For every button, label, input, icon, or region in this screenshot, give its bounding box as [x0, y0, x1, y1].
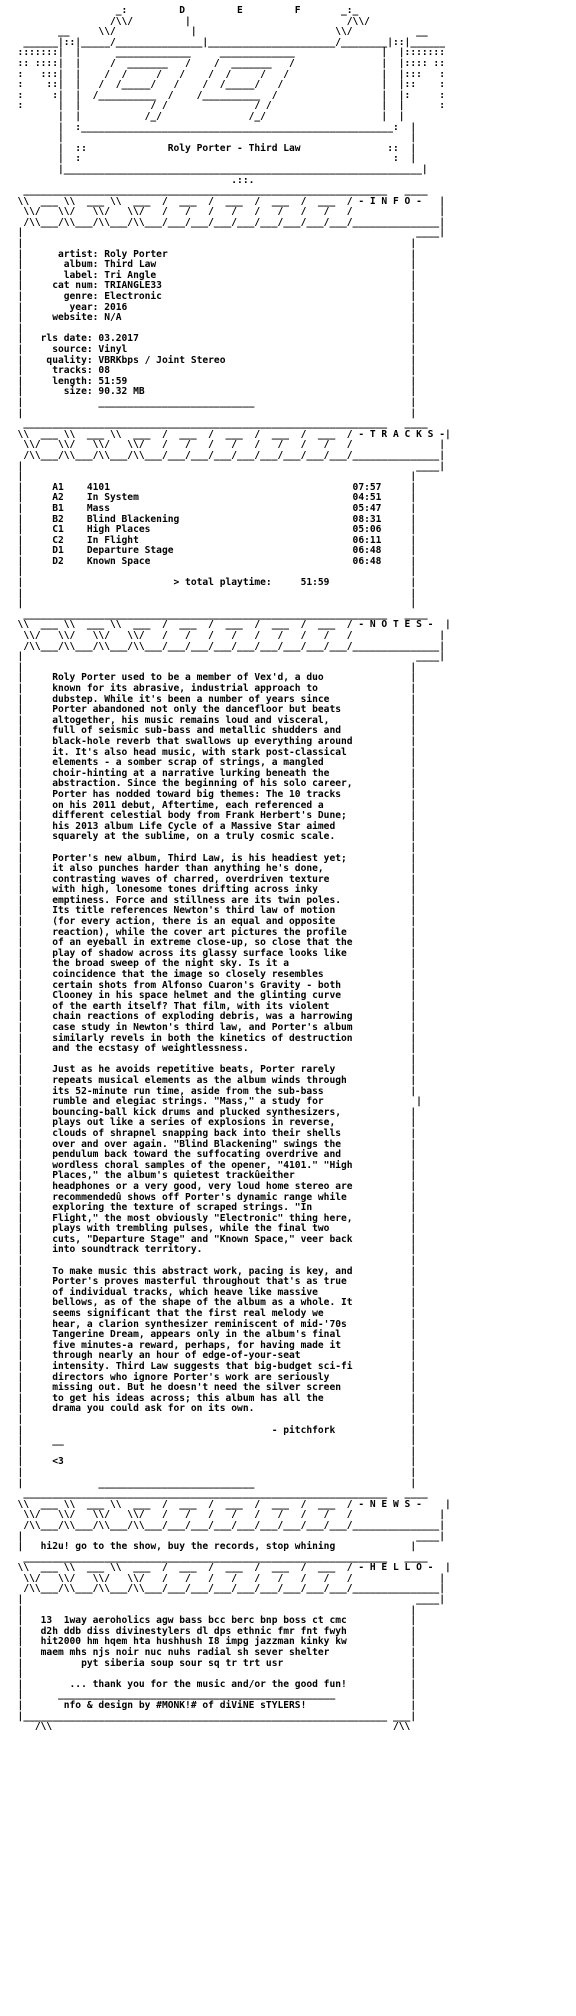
nfo-text: _: D E F _:_ /\\/ | /\\/ __ \\/ | \\/ __ ______|::|_____/_______________|______________________/________|::|______ :::::::| | _____________ _____________ | |::::::: :: ::::| | / _______ / / _______ / | |:::: :: : :::| | / / / / / / / / | |::: : : ::| | / /_____/ / / /_____/ / | |:: : : :| | /__________ / /__________ / | |: : : | | / / / / | | : | | /_/ /_/ | | | :______________________________________________________: | | | | :: Roly Porter - Third Law :: | | : : | |______________________________________________________________| .::. _______________________________________________________________ ____ \\ ___ \\ ___ \\ ___ / ___ / ___ / ___ / ___ / - I N F O - | \\/ \\/ \\/ \\/ / / / / / / / / / | /\\___/\\___/\\___/\\___/___/___/___/___/___/___/___/___/_______________| | ____| | | | artist: Roly Porter | | album: Third Law | | label: Tri Angle | | cat num: TRIANGLE33 | | genre: Electronic | | year: 2016 | | website: N/A | | | | rls date: 03.2017 | | source: Vinyl | | quality: VBRKbps / Joint Stereo | | tracks: 08 | | length: 51:59 | | size: 90.32 MB | | ___________________________ | | | _______________________________________________________________ ____ \\ ___ \\ ___ \\ ___ / ___ / ___ / ___ / ___ / - T R A C K S -| \\/ \\/ \\/ \\/ / / / / / / / / / | /\\___/\\___/\\___/\\___/___/___/___/___/___/___/___/___/_______________| | ____| | | | A1 4101 07:57 | | A2 In System 04:51 | | B1 Mass 05:47 | | B2 Blind Blackening 08:31 | | C1 High Places 05:06 | | C2 In Flight 06:11 | | D1 Departure Stage 06:48 | | D2 Known Space 06:48 | | | | > total playtime: 51:59 | | | | | _______________________________________________________________ ____ \\ ___ \\ ___ \\ ___ / ___ / ___ / ___ / ___ / - N O T E S - | \\/ \\/ \\/ \\/ / / / / / / / / / | /\\___/\\___/\\___/\\___/___/___/___/___/___/___/___/___/_______________| | ____| | | | Roly Porter used to be a member of Vex'd, a duo | | known for its abrasive, industrial approach to | | dubstep. While it's been a number of years since | | Porter abandoned not only the dancefloor but beats | | altogether, his music remains loud and visceral, | | full of seismic sub-bass and metallic shudders and | | black-hole reverb that swallows up everything around | | it. It's also head music, with stark post-classical | | elements - a somber scrap of strings, a mangled | | choir-hinting at a narrative lurking beneath the | | abstraction. Since the beginning of his solo career, | | Porter has nodded toward big themes: The 10 tracks | | on his 2011 debut, Aftertime, each referenced a | | different celestial body from Frank Herbert's Dune; | | his 2013 album Life Cycle of a Massive Star aimed | | squarely at the sublime, on a truly cosmic scale. | | | | Porter's new album, Third Law, is his headiest yet; | | it also punches harder than anything he's done, | | contrasting waves of charred, overdriven texture | | with high, lonesome tones drifting across inky | | emptiness. Force and stillness are its twin poles. | | Its title references Newton's third law of motion | | (for every action, there is an equal and opposite | | reaction), while the cover art pictures the profile | | of an eyeball in extreme close-up, so close that the | | play of shadow across its glassy surface looks like | | the broad sweep of the night sky. Is it a | | coincidence that the image so closely resembles | | certain shots from Alfonso Cuaron's Gravity - both | | Clooney in his space helmet and the glinting curve | | of the earth itself? That film, with its violent | | chain reactions of exploding debris, was a harrowing | | case study in Newton's third law, and Porter's album | | similarly revels in both the kinetics of destruction | | and the ecstasy of weightlessness. | | | | Just as he avoids repetitive beats, Porter rarely | | repeats musical elements as the album winds through | | its 52-minute run time, aside from the sub-bass | | rumble and elegiac strings. "Mass," a study for | | bouncing-ball kick drums and plucked synthesizers, | | plays out like a series of explosions in reverse, | | clouds of shrapnel snapping back into their shells | | over and over again. "Blind Blackening" swings the | | pendulum back toward the suffocating overdrive and | | wordless choral samples of the opener, "4101." "High | | Places," the album's quietest trackûeither | | headphones or a very good, very loud home stereo are | | recommendedû shows off Porter's dynamic range while | | exploring the texture of scraped strings. "In | | Flight," the most obviously "Electronic" thing here, | | plays with trembling pulses, while the final two | | cuts, "Departure Stage" and "Known Space," veer back | | into soundtrack territory. | | | | To make music this abstract work, pacing is key, and | | Porter's proves masterful throughout that's as true | | of individual tracks, which heave like massive | | bellows, as of the shape of the album as a whole. It | | seems significant that the first real melody we | | hear, a clarion synthesizer reminiscent of mid-'70s | | Tangerine Dream, appears only in the album's final | | five minutes-a reward, perhaps, for having made it | | through nearly an hour of edge-of-your-seat | | intensity. Third Law suggests that big-budget sci-fi | | directors who ignore Porter's work are seriously | | missing out. But he doesn't need the silver screen | | to get his ideas across; this album has all the | | drama you could ask for on its own. | | | | - pitchfork | | __ | | | | <3 | | | | ___________________________ | _______________________________________________________________ ____ \\ ___ \\ ___ \\ ___ / ___ / ___ / ___ / ___ / - N E W S - | \\/ \\/ \\/ \\/ / / / / / / / / / | /\\___/\\___/\\___/\\___/___/___/___/___/___/___/___/___/_______________| | ____| | hi2u! go to the show, buy the records, stop whining | _______________________________________________________________ ____ \\ ___ \\ ___ \\ ___ / ___ / ___ / ___ / ___ / - H E L L O - | \\/ \\/ \\/ \\/ / / / / / / / / / | /\\___/\\___/\\___/\\___/___/___/___/___/___/___/___/___/_______________| | ____| | | | 13 1way aeroholics agw bass bcc berc bnp boss ct cmc | | d2h ddb diss divinestylers dl dps ethnic fmr fnt fwyh | | hit2000 hm hqem hta hushhush I8 impg jazzman kinky kw | | maem mhs njs noir nuc nuhs radial sh sever shelter | | pyt siberia soup sour sq tr trt usr | | | | ... thank you for the music and/or the good fun! | | ________________________________________________ | | nfo & design by #MONK!# of diViNE sTYLERS! | |_______________________________________________________________ ___| /\\ /\\ [17, 5, 451, 1733]
